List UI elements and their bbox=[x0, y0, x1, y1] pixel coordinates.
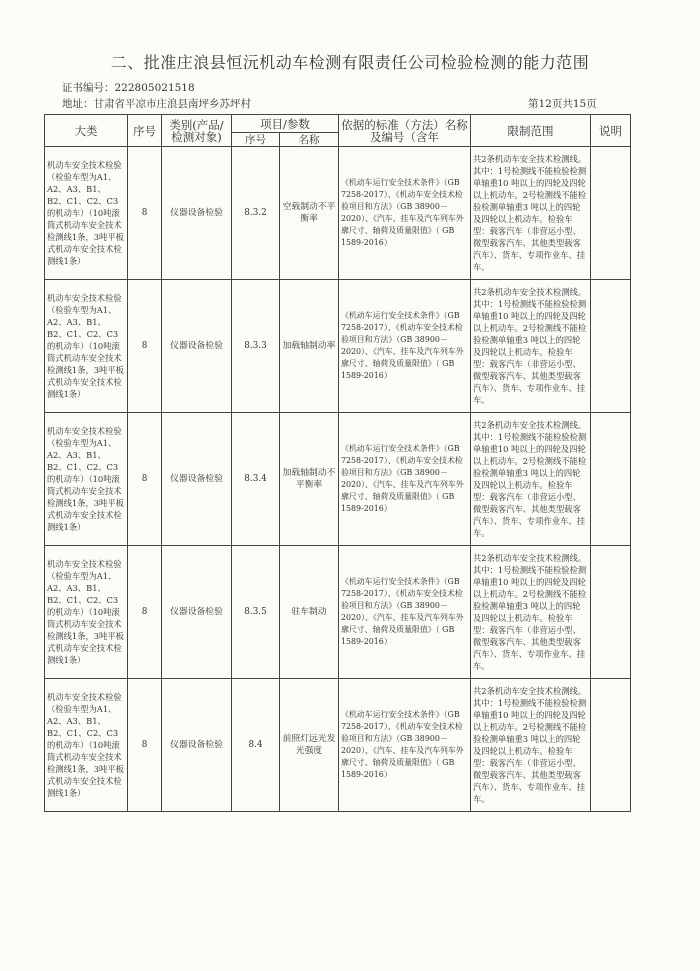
capability-table bbox=[44, 114, 631, 812]
cell-limit: 共2条机动车安全技术检测线。其中：1号检测线不能检验检测单轴重10 吨以上的四轮及四轮以上机动车。2号检测线不能检验检测单轴重3 吨以上的四轮及四轮以上机动车。检验车型：载客汽车（非营运小型、微型载客汽车、其他类型载客汽车）、货车、专项作业车、挂车。 bbox=[471, 413, 591, 546]
cell-standard: 《机动车运行安全技术条件》（GB 7258-2017）、《机动车安全技术检验项目和方法》（GB 38900－2020）、《汽车、挂车及汽车列车外廓尺寸、轴荷及质量限值》（ GB 1589-2016） bbox=[339, 546, 471, 679]
cell-type: 仪器设备检验 bbox=[162, 147, 232, 280]
cell-item-code: 8.3.4 bbox=[232, 413, 280, 546]
cell-seq: 8 bbox=[128, 280, 162, 413]
header-item: 项目/参数 bbox=[232, 115, 339, 133]
header-note: 说明 bbox=[591, 115, 631, 147]
certificate-number: 证书编号：222805021518 bbox=[62, 82, 195, 94]
cell-type: 仪器设备检验 bbox=[162, 413, 232, 546]
cell-type: 仪器设备检验 bbox=[162, 280, 232, 413]
cell-category: 机动车安全技术检验（检验车型为A1、A2、A3、B1、B2、C1、C2、C3的机动车）（10吨滚筒式机动车安全技术检测线1条，3吨平板式机动车安全技术检测线1条） bbox=[45, 679, 128, 812]
cell-seq: 8 bbox=[128, 413, 162, 546]
cell-category: 机动车安全技术检验（检验车型为A1、A2、A3、B1、B2、C1、C2、C3的机动车）（10吨滚筒式机动车安全技术检测线1条，3吨平板式机动车安全技术检测线1条） bbox=[45, 413, 128, 546]
header-row-1 bbox=[45, 115, 631, 133]
cell-limit: 共2条机动车安全技术检测线。其中：1号检测线不能检验检测单轴重10 吨以上的四轮及四轮以上机动车。2号检测线不能检验检测单轴重3 吨以上的四轮及四轮以上机动车。检验车型：载客汽车（非营运小型、微型载客汽车、其他类型载客汽车）、货车、专项作业车、挂车。 bbox=[471, 679, 591, 812]
header-item-name: 名称 bbox=[280, 133, 339, 147]
cell-item-name: 加载轴制动率 bbox=[280, 280, 339, 413]
header-item-code: 序号 bbox=[232, 133, 280, 147]
cell-seq: 8 bbox=[128, 546, 162, 679]
table-row bbox=[45, 147, 631, 280]
table-row bbox=[45, 679, 631, 812]
table-row bbox=[45, 413, 631, 546]
table-row bbox=[45, 280, 631, 413]
cell-item-name: 空载制动不平衡率 bbox=[280, 147, 339, 280]
cell-standard: 《机动车运行安全技术条件》（GB 7258-2017）、《机动车安全技术检验项目和方法》（GB 38900－2020）、《汽车、挂车及汽车列车外廓尺寸、轴荷及质量限值》（ GB 1589-2016） bbox=[339, 413, 471, 546]
cell-item-name: 加载轴制动不平衡率 bbox=[280, 413, 339, 546]
cell-category: 机动车安全技术检验（检验车型为A1、A2、A3、B1、B2、C1、C2、C3的机动车）（10吨滚筒式机动车安全技术检测线1条，3吨平板式机动车安全技术检测线1条） bbox=[45, 147, 128, 280]
cell-item-code: 8.3.5 bbox=[232, 546, 280, 679]
cell-item-code: 8.4 bbox=[232, 679, 280, 812]
cell-item-code: 8.3.3 bbox=[232, 280, 280, 413]
header-limit: 限制范围 bbox=[471, 115, 591, 147]
cell-note bbox=[591, 280, 631, 413]
header-type: 类别(产品/检测对象) bbox=[162, 115, 232, 147]
cell-category: 机动车安全技术检验（检验车型为A1、A2、A3、B1、B2、C1、C2、C3的机动车）（10吨滚筒式机动车安全技术检测线1条，3吨平板式机动车安全技术检测线1条） bbox=[45, 546, 128, 679]
cell-type: 仪器设备检验 bbox=[162, 679, 232, 812]
page-indicator: 第12页共15页 bbox=[528, 98, 597, 110]
cell-item-name: 驻车制动 bbox=[280, 546, 339, 679]
cell-category: 机动车安全技术检验（检验车型为A1、A2、A3、B1、B2、C1、C2、C3的机动车）（10吨滚筒式机动车安全技术检测线1条，3吨平板式机动车安全技术检测线1条） bbox=[45, 280, 128, 413]
cell-item-code: 8.3.2 bbox=[232, 147, 280, 280]
cell-note bbox=[591, 546, 631, 679]
cell-note bbox=[591, 413, 631, 546]
header-seq: 序号 bbox=[128, 115, 162, 147]
cell-note bbox=[591, 679, 631, 812]
address: 地址：甘肃省平凉市庄浪县南坪乡苏坪村 bbox=[62, 98, 251, 110]
cell-seq: 8 bbox=[128, 679, 162, 812]
cell-item-name: 前照灯远光发光强度 bbox=[280, 679, 339, 812]
cell-note bbox=[591, 147, 631, 280]
page-title: 二、批准庄浪县恒沅机动车检测有限责任公司检验检测的能力范围 bbox=[110, 53, 590, 72]
header-category: 大类 bbox=[45, 115, 128, 147]
cell-standard: 《机动车运行安全技术条件》（GB 7258-2017）、《机动车安全技术检验项目和方法》（GB 38900－2020）、《汽车、挂车及汽车列车外廓尺寸、轴荷及质量限值》（ GB 1589-2016） bbox=[339, 679, 471, 812]
table-row bbox=[45, 546, 631, 679]
cell-limit: 共2条机动车安全技术检测线。其中：1号检测线不能检验检测单轴重10 吨以上的四轮及四轮以上机动车。2号检测线不能检验检测单轴重3 吨以上的四轮及四轮以上机动车。检验车型：载客汽车（非营运小型、微型载客汽车、其他类型载客汽车）、货车、专项作业车、挂车。 bbox=[471, 546, 591, 679]
cell-type: 仪器设备检验 bbox=[162, 546, 232, 679]
cell-limit: 共2条机动车安全技术检测线。其中：1号检测线不能检验检测单轴重10 吨以上的四轮及四轮以上机动车。2号检测线不能检验检测单轴重3 吨以上的四轮及四轮以上机动车。检验车型：载客汽车（非营运小型、微型载客汽车、其他类型载客汽车）、货车、专项作业车、挂车。 bbox=[471, 280, 591, 413]
header-standard: 依据的标准（方法）名称及编号（含年 bbox=[339, 115, 471, 147]
cell-standard: 《机动车运行安全技术条件》（GB 7258-2017）、《机动车安全技术检验项目和方法》（GB 38900－2020）、《汽车、挂车及汽车列车外廓尺寸、轴荷及质量限值》（ GB 1589-2016） bbox=[339, 147, 471, 280]
cell-seq: 8 bbox=[128, 147, 162, 280]
cell-standard: 《机动车运行安全技术条件》（GB 7258-2017）、《机动车安全技术检验项目和方法》（GB 38900－2020）、《汽车、挂车及汽车列车外廓尺寸、轴荷及质量限值》（ GB 1589-2016） bbox=[339, 280, 471, 413]
cell-limit: 共2条机动车安全技术检测线。其中：1号检测线不能检验检测单轴重10 吨以上的四轮及四轮以上机动车。2号检测线不能检验检测单轴重3 吨以上的四轮及四轮以上机动车。检验车型：载客汽车（非营运小型、微型载客汽车、其他类型载客汽车）、货车、专项作业车、挂车。 bbox=[471, 147, 591, 280]
